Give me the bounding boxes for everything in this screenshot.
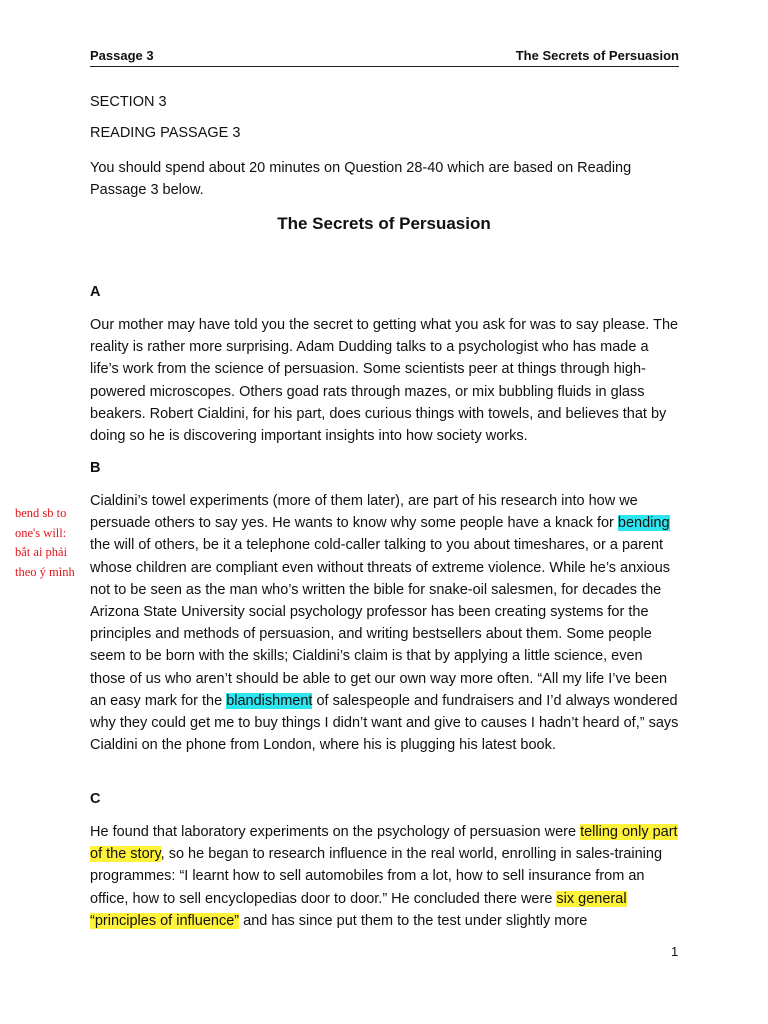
paragraph-letter-a: A <box>90 284 101 300</box>
margin-annotation-line: one's will: <box>15 525 67 540</box>
highlight-telling-only-part: telling only part of the story <box>90 824 678 863</box>
paragraph-letter-b: B <box>90 460 101 476</box>
paragraph-c <box>90 821 680 932</box>
paragraph-letter-c: C <box>90 791 101 807</box>
header-right: The Secrets of Persuasion <box>515 48 679 63</box>
paragraph-c-text-3: and has since put them to the test under slightly more <box>239 912 588 929</box>
paragraph-c-text-2: , so he began to research influence in the real world, enrolling in sales-training programmes: “I learnt how to sell automobiles from a lot, how to sell insurance from an office, how to sell encyclopedias door to door.” He concluded there were <box>90 846 663 907</box>
margin-annotation <box>15 504 85 582</box>
paragraph-a: Our mother may have told you the secret to getting what you ask for was to say please. The reality is rather more surprising. Adam Dudding talks to a psychologist who has made a life’s work from the science of persuasion. Some scientists peer at things through high-powered microscopes. Others goad rats through mazes, or mix bubbling fluids in glass beakers. Robert Cialdini, for his part, does curious things with towels, and believes that by doing so he is discovering important insights into how society works. <box>90 317 679 445</box>
page-number: 1 <box>671 944 679 959</box>
margin-annotation-line: theo ý mình <box>15 564 75 579</box>
header-left: Passage 3 <box>90 48 154 63</box>
paragraph-c-text-1: He found that laboratory experiments on the psychology of persuasion were <box>90 824 581 840</box>
paragraph-b <box>90 490 680 756</box>
paragraph-b-text-1: Cialdini’s towel experiments (more of them later), are part of his research into how we persuade others to say yes. He wants to know why some people have a knack for <box>90 493 638 532</box>
section-label: SECTION 3 <box>90 94 167 110</box>
highlight-six-principles: six general “principles of influence” <box>90 890 627 929</box>
reading-passage-label: READING PASSAGE 3 <box>90 125 241 141</box>
paragraph-b-text-3: of salespeople and fundraisers and I’d always wondered why they could get me to buy things I didn’t want and give to causes I hadn’t heard of,” says Cialdini on the phone from London, where his is plugging his latest book. <box>90 692 679 754</box>
passage-title: The Secrets of Persuasion <box>277 214 491 233</box>
margin-annotation-line: bắt ai phải <box>15 545 68 559</box>
paragraph-b-text-2: the will of others, be it a telephone cold-caller talking to you about timeshares, or a parent whose children are compliant even without threats of extreme violence. While he’s anxious not to be seen as the man who’s written the bible for snake-oil salesmen, for decades the Arizona State University social psychology professor has been creating systems for the principles and methods of persuasion, and writing bestsellers about them. Some people seem to be born with the skills; Cialdini’s claim is that by applying a little science, even those of us who aren’t should be able to get our own way more often. “All my life I’ve been an easy mark for the <box>90 537 671 709</box>
highlight-blandishment: blandishment <box>226 692 313 709</box>
highlight-bending: bending <box>617 515 670 532</box>
instruction-text: You should spend about 20 minutes on Question 28-40 which are based on Reading Passage 3 below. <box>90 160 632 199</box>
page-header <box>90 46 679 67</box>
margin-annotation-line: bend sb to <box>15 506 67 520</box>
